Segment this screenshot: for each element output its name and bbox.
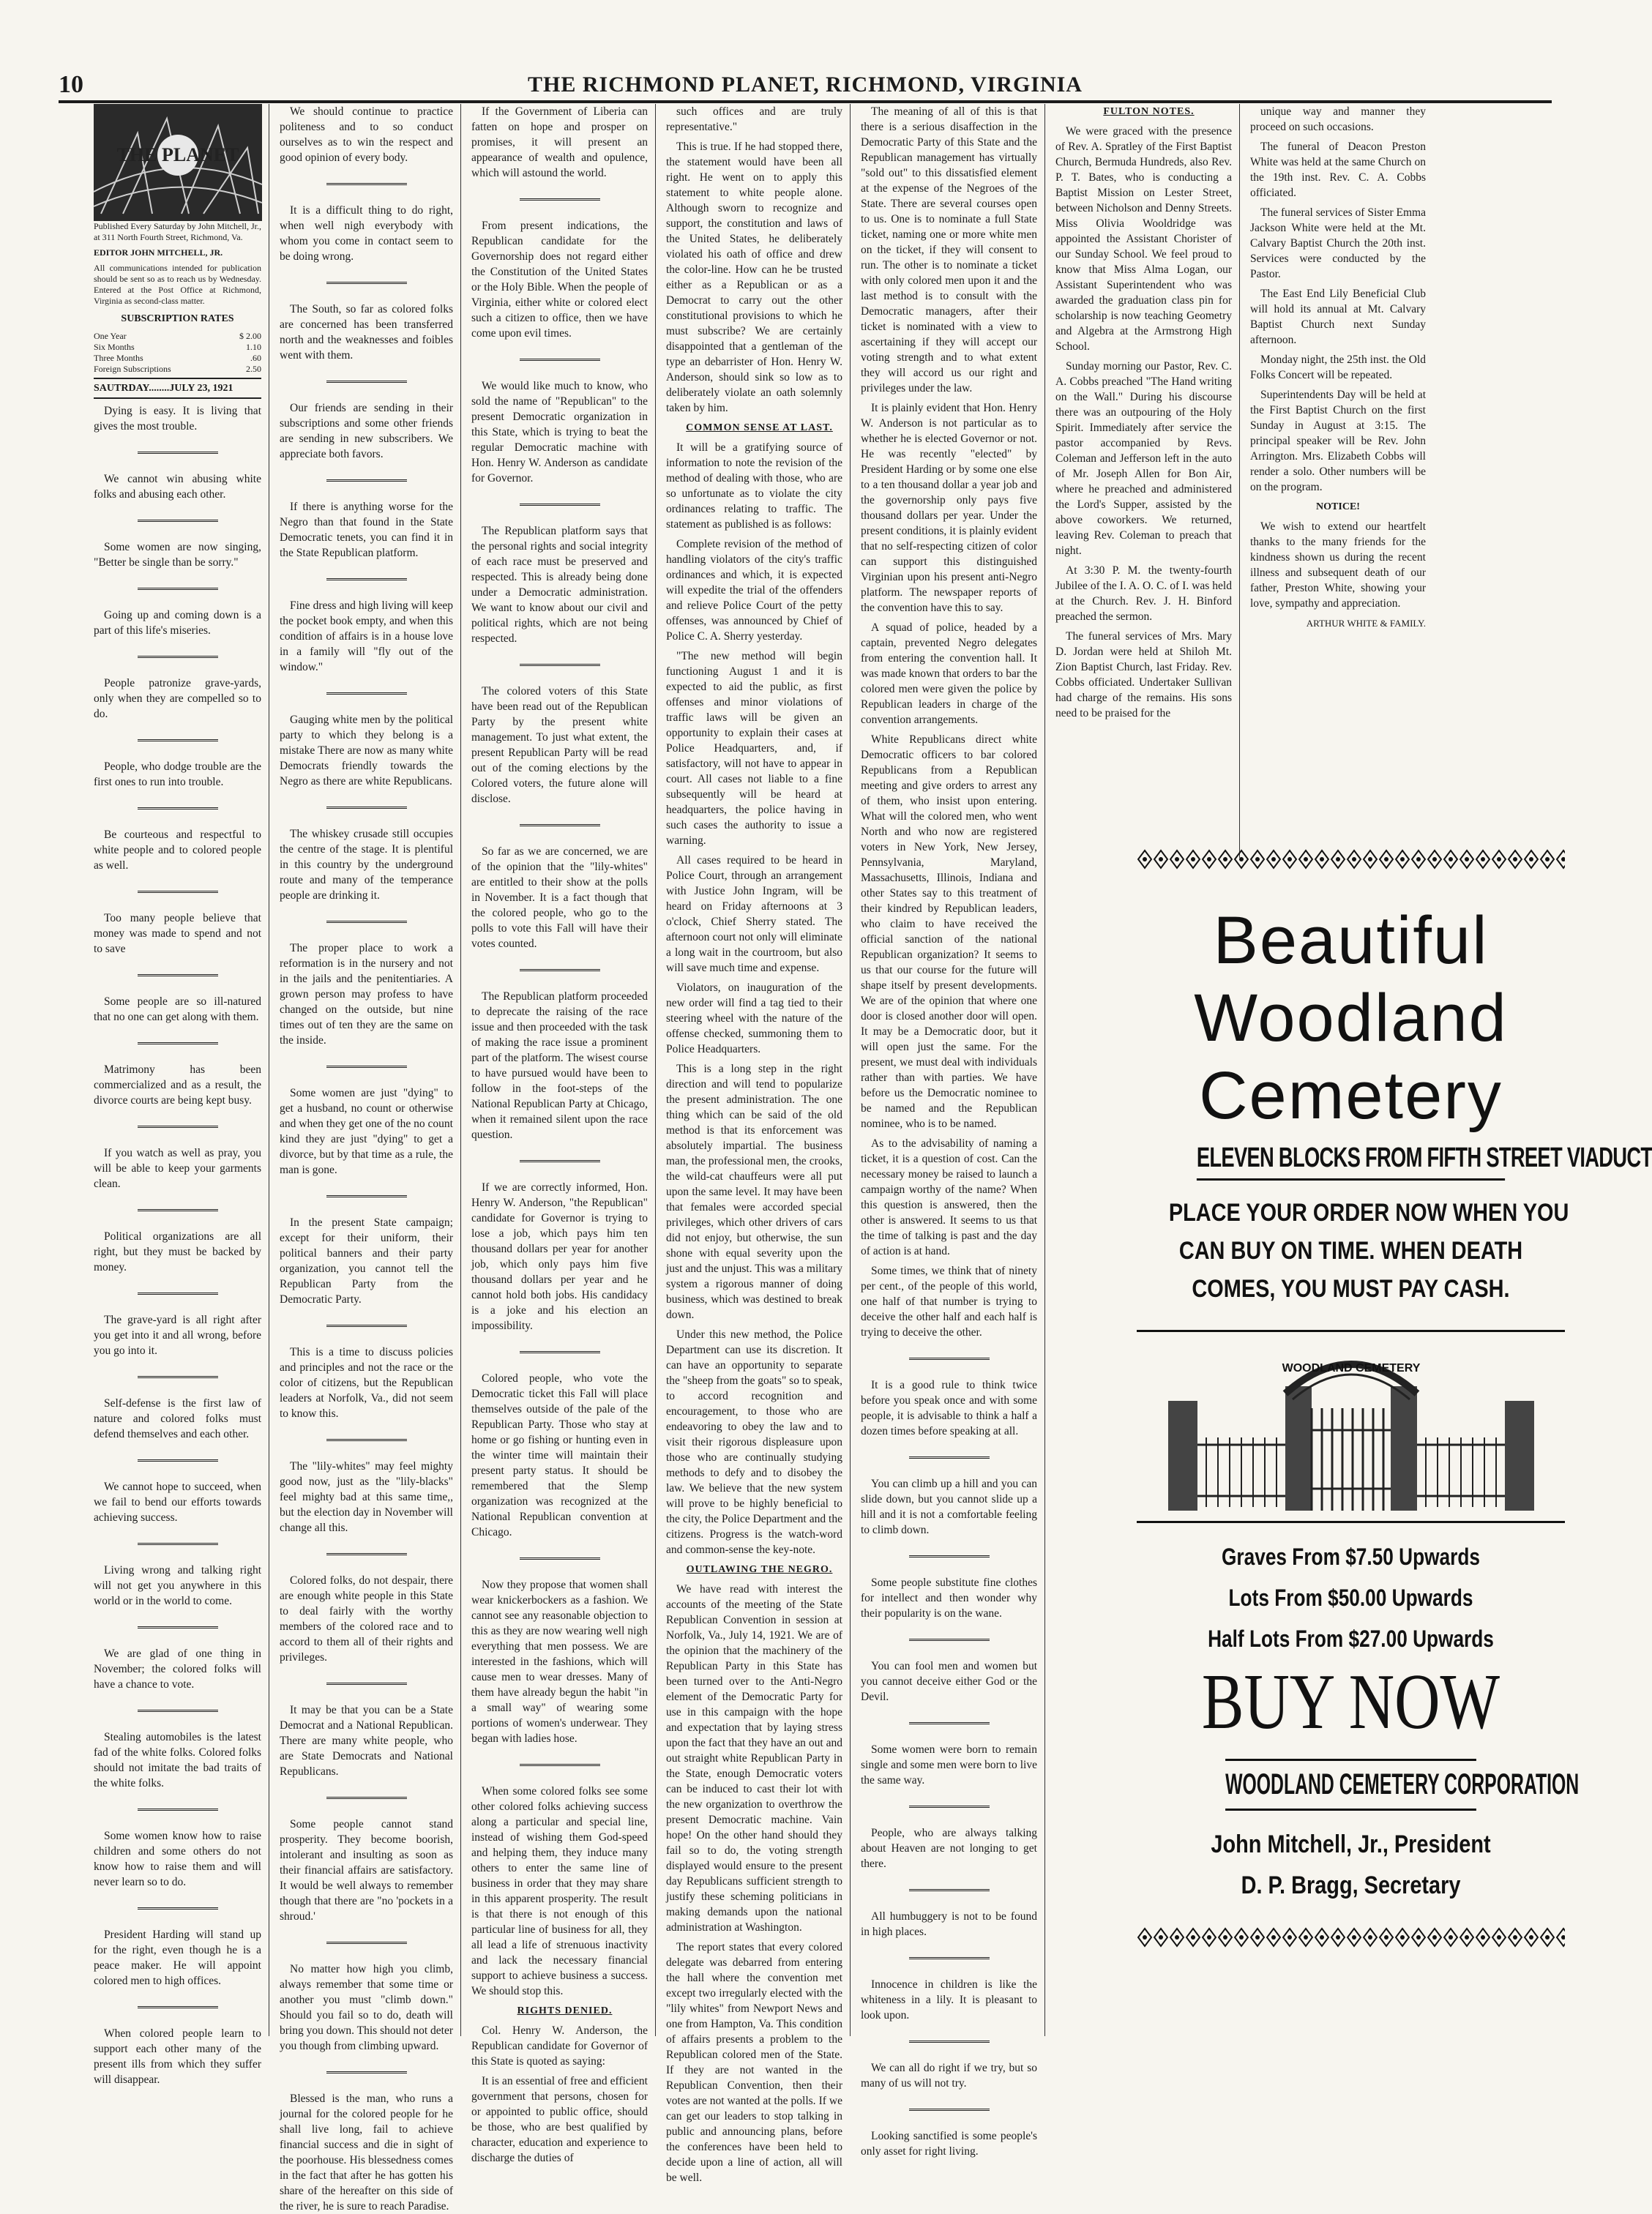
column-rule — [326, 1066, 407, 1068]
column-rule — [138, 1293, 218, 1295]
paragraph: Some women are now singing, "Better be single than be sorry." — [94, 541, 261, 569]
paragraph: So far as we are concerned, we are of the opinion that the "lily-whites" are entitled to their show at the polls in November. It is a fact though that the colored people, who go to the polls to vote this Fall will have their votes counted. — [471, 845, 648, 950]
paragraph: President Harding will stand up for the right, even though he is a peace maker. He will appoint colored men to high offices. — [94, 1929, 261, 1987]
rate-row — [94, 364, 261, 375]
column-1 — [86, 104, 269, 2086]
ad-president: John Mitchell, Jr., President — [1211, 1830, 1491, 1858]
column-rule — [138, 520, 218, 522]
paragraph: Some people substitute fine clothes for intellect and then wonder why their popularity is on the wane. — [861, 1577, 1037, 1620]
woodland-cemetery-ad — [1137, 889, 1652, 1965]
column-rule — [909, 2041, 990, 2043]
paragraph: Self-defense is the first law of nature and colored folks must defend themselves and each other. — [94, 1397, 261, 1440]
paragraph: The proper place to work a reformation is in the nursery and not in the jails and the penitentiaries. A grown person may profess to have changed on the outside, but nine times out of ten they are the same on the inside. — [280, 942, 453, 1047]
column-rule — [138, 891, 218, 893]
column-rule — [326, 1683, 407, 1685]
column-rule — [326, 1553, 407, 1555]
paragraph: As to the advisability of naming a ticket, it is a question of cost. Can the necessary money be raised to launch a campaign worthy of the name? When this question is answered, then the other is answered. It seems to us that the time of talking is past and the day of action is at hand. — [861, 1137, 1037, 1257]
paragraph: It may be that you can be a State Democrat and a National Republican. There are many white people, who are State Democrats and National Republicans. — [280, 1704, 453, 1778]
rate-value: .60 — [250, 353, 261, 363]
paragraph: Living wrong and talking right will not get you anywhere in this world or in the world to come. — [94, 1564, 261, 1607]
column-rule — [326, 479, 407, 482]
paragraph: It is an essential of free and efficient government that persons, chosen for or appointed to public office, should be those, who are best qualified by character, education and experience to discharge the duties of — [471, 2075, 648, 2164]
column-7 — [1243, 104, 1433, 858]
paragraph: We have read with interest the accounts of the meeting of the State Republican Convention in session at Norfolk, Va., July 14, 1921. We are of the opinion that the machinery of the Republican Party in this State has been turned over to the Anti-Negro element of the Democratic Party for use in this campaign with the hope and expectation that by laying stress upon the fact that they have an out and out straight white Republican Party in the State, enough Democratic voters can be induced to cast their lot with the new organization to overthrow the present Democratic machine. Vain hope! On the other hand should they fail so to do, the voting strength displayed would ensure to the present day Republicans sufficient strength to justify these scheming politicians in making demands upon the national administration at Washington. — [666, 1583, 842, 1934]
paragraph: The funeral services of Sister Emma Jackson White were held at the Mt. Calvary Baptist Church the 20th inst. Services were conducted by the Pastor. — [1250, 206, 1426, 280]
fulton-notes-head: FULTON NOTES. — [1103, 106, 1195, 117]
subscription-rates — [94, 331, 261, 375]
column-rule — [138, 588, 218, 590]
planet-logo — [94, 104, 261, 221]
paragraph: Innocence in children is like the whiteness in a lily. It is pleasant to look upon. — [861, 1978, 1037, 2022]
paragraph: From present indications, the Republican candidate for the Governorship does not regard either the Constitution of the United States or the Holy Bible. When the people of Virginia, either white or colored elect such a citizen to office, then we have come upon evil times. — [471, 220, 648, 340]
column-rule — [138, 807, 218, 809]
column-rule — [138, 1126, 218, 1128]
paragraph: We were graced with the presence of Rev. A. Spratley of the First Baptist Church, Bermuda Hundreds, also Rev. P. T. Bates, who is conducting a Baptist Mission on Lester Street, between Nicholson and Denny Streets. Miss Olivia Wooldridge was appointed the Assistant Chorister of our Sunday School. We feel proud to know that Miss Alma Logan, our Assistant Superintendent who was awarded the graduation class pin for scholarship is now teaching Geometry and Algebra at the Armstrong High School. — [1055, 125, 1232, 353]
paragraph: Be courteous and respectful to white people and to colored people as well. — [94, 829, 261, 872]
paragraph: In the present State campaign; except for their uniform, their political banners and their party organization, you cannot tell the Republican Party from the Democratic Party. — [280, 1216, 453, 1306]
column-rule — [326, 381, 407, 383]
ad-buy-now: BUY NOW — [1201, 1658, 1500, 1746]
column-rule — [326, 183, 407, 185]
notice-text: We wish to extend our heartfelt thanks to the many friends for the kindness shown us during the recent illness and subsequent death of our father, Preston White, showing your love, sympathy and appreciation. — [1250, 520, 1426, 610]
paragraph: The meaning of all of this is that there is a serious disaffection in the Democratic Party of this State and the Republican management has virtually "sold out" to this dissatisfied element at the expense of the Negroes of the State. There are several courses open to us. One is to nominate a full State ticket, naming one or more white men on the ticket, if they will consent to run. The other is to nominate a ticket with only colored men upon it and the last method is to consult with the Democratic managers, after their ticket is nominated with a view to ascertaining if they will accept our voting strength and to what extent they will accord us our right and privileges under the law. — [861, 105, 1037, 394]
column-2-items — [280, 104, 453, 2214]
paragraph: The funeral services of Mrs. Mary D. Jordan were held at Shiloh Mt. Zion Baptist Church, last Friday. Rev. Cobbs officiated. Undertaker Sullivan had charge of the remains. His sons need to be praised for the — [1055, 630, 1232, 719]
column-rule — [138, 739, 218, 741]
ad-divider-2 — [1137, 1521, 1565, 1523]
paragraph: Our friends are sending in their subscriptions and some other friends are sending in new subscribers. We appreciate both favors. — [280, 402, 453, 460]
planet-logo-icon — [94, 104, 262, 221]
paragraph: The grave-yard is all right after you get into it and all wrong, before you go into it. — [94, 1314, 261, 1357]
column-rule — [326, 1325, 407, 1327]
paragraph: White Republicans direct white Democratic officers to bar colored Republicans from a Republican meeting and give orders to arrest any of them, who insist upon entering. What will the colored men, who went North and who now are registered voters in New York, New Jersey, Pennsylvania, Maryland, Massachusetts, Illinois, Indiana and other States say to this treatment of their kindred by Republican leaders, who claim to have received the official sanction of the national Republican organization? It seems to us that our course for the future will shape itself by present developments. We are of the opinion that where one door is closed another door will open. It may be a Democratic door, but it will open just the same. For the present, we must deal with individuals rather than with parties. We have before us the Democratic nominee to be named and the Republican nominee, who is to be named. — [861, 733, 1037, 1130]
ad-price-lots: Lots From $50.00 Upwards — [1228, 1585, 1473, 1611]
paragraph: such offices and are truly representative." — [666, 105, 842, 133]
page-number: 10 — [59, 71, 83, 98]
paragraph: If we are correctly informed, Hon. Henry W. Anderson, "the Republican" candidate for Governor is trying to lose a job, which pays him ten thousand dollars per year for another job, which only pays him five thousand dollars per year and he cannot hold both jobs. His candidacy is a joke and his election an impossibility. — [471, 1181, 648, 1332]
column-rule — [326, 1439, 407, 1441]
paragraph: Too many people believe that money was made to spend and not to save — [94, 912, 261, 955]
paragraph: When colored people learn to support each other many of the present ills from which they suffer will disappear. — [94, 2027, 261, 2086]
column-rule — [520, 1764, 600, 1766]
paragraph: Now they propose that women shall wear knickerbockers as a fashion. We cannot see any reasonable objection to this as they are now wearing well nigh everything that men possess. We are interested in the fashions, which will cause men to wear dresses. Many of them have already begun the habit "in a small way" of wearing some portions of women's underwear. They began with ladies hose. — [471, 1579, 648, 1745]
column-rule — [138, 1042, 218, 1044]
column-5-items-2 — [861, 1263, 1037, 2159]
rate-value: 1.10 — [246, 342, 261, 352]
communications-note: All communications intended for publication should be sent so as to reach us by Wednesday. Entered at the Post Office at Richmond, Virginia as second-class matter. — [94, 263, 261, 306]
column-rule — [520, 664, 600, 666]
fulton-notes-body — [1055, 124, 1232, 721]
paragraph: Some women were born to remain single and some men were born to live the same way. — [861, 1743, 1037, 1787]
paragraph: Going up and coming down is a part of this life's miseries. — [94, 609, 261, 637]
column-3 — [464, 104, 656, 2164]
paragraph: Political organizations are all right, but they must be backed by money. — [94, 1230, 261, 1274]
column-rule — [520, 359, 600, 361]
paragraph: Sunday morning our Pastor, Rev. C. A. Cobbs preached "The Hand writing on the Wall." During his discourse there was an outpouring of the Holy Spirit. Immediately after service the pastor accompanied by Revs. Coleman and Jefferson left in the auto of Mr. Joseph Allen for Bon Air, where he preached and administered the Lord's Supper, assisted by the above coworkers. We returned, leaving Rev. Coleman to preach that night. — [1055, 360, 1232, 557]
notice-signature: ARTHUR WHITE & FAMILY. — [1306, 618, 1426, 629]
paragraph: Some times, we think that of ninety per cent., of the people of this world, one half of that number is trying to deceive the other half and each half is trying to deceive the other. — [861, 1265, 1037, 1339]
column-rule — [138, 1459, 218, 1462]
column-rule — [909, 1639, 990, 1641]
paragraph: It will be a gratifying source of information to note the revision of the method of dealing with those, who are so unfortunate as to violate the city ordinances relating to traffic. The statement as published is as follows: — [666, 441, 842, 531]
paragraph: Gauging white men by the political party to which they belong is a mistake There are now as many white Democrats friendly towards the Negro as there are white Republicans. — [280, 714, 453, 788]
column-rule — [138, 1907, 218, 1910]
ad-price-graves: Graves From $7.50 Upwards — [1222, 1544, 1480, 1570]
paragraph: Violators, on inauguration of the new order will find a tag tied to their steering wheel with the nature of the offense checked, summoning them to Police Headquarters. — [666, 981, 842, 1055]
rate-row — [94, 342, 261, 353]
rate-row — [94, 331, 261, 342]
notice-head: NOTICE! — [1316, 501, 1360, 512]
paragraph: unique way and manner they proceed on such occasions. — [1250, 105, 1426, 133]
subscription-head: SUBSCRIPTION RATES — [121, 313, 234, 324]
rate-label: One Year — [94, 331, 127, 341]
paragraph: Matrimony has been commercialized and as a result, the divorce courts are being kept busy. — [94, 1063, 261, 1107]
paragraph: A squad of police, headed by a captain, prevented Negro delegates from entering the convention hall. It was made known that orders to bar the colored men were given the police by Republican leaders in charge of the convention arrangements. — [861, 621, 1037, 726]
ad-line-1: PLACE YOUR ORDER NOW WHEN YOU — [1168, 1199, 1569, 1227]
paragraph: Monday night, the 25th inst. the Old Folks Concert will be repeated. — [1250, 354, 1426, 381]
rate-value: $ 2.00 — [239, 331, 261, 341]
column-rule — [326, 1942, 407, 1944]
paragraph: If there is anything worse for the Negro than that found in the State Democratic tenets, you can find it in the State Republican platform. — [280, 501, 453, 559]
paragraph: People patronize grave-yards, only when they are compelled so to do. — [94, 677, 261, 720]
gate-sign-text: WOODLAND CEMETERY — [1282, 1362, 1420, 1375]
paragraph: The funeral of Deacon Preston White was held at the same Church on the 19th inst. Rev. C. A. Cobbs officiated. — [1250, 141, 1426, 199]
paragraph: We can all do right if we try, but so many of us will not try. — [861, 2062, 1037, 2090]
paragraph: The South, so far as colored folks are concerned has been transferred north and the weaknesses and foibles went with them. — [280, 303, 453, 362]
column-7-items — [1250, 104, 1426, 495]
column-rule — [520, 1557, 600, 1560]
paragraph: Colored people, who vote the Democratic ticket this Fall will place themselves outside of the pale of the Republican Party. Those who stay at home or go fishing or hunting even in the winter time will maintain their present party status. It should be remembered that the Slemp organization was recognized at the National Republican convention at Chicago. — [471, 1372, 648, 1538]
column-4-items — [666, 104, 842, 416]
column-rule — [520, 1160, 600, 1162]
rate-row — [94, 353, 261, 364]
dateline: SAUTRDAY........JULY 23, 1921 — [94, 378, 261, 399]
common-sense-head: COMMON SENSE AT LAST. — [686, 422, 833, 433]
column-rule — [138, 1376, 218, 1378]
paragraph: The Republican platform proceeded to deprecate the raising of the race issue and then proceeded with the task of making the race issue a prominent part of the platform. The wisest course to have pursued would have been to follow in the foot-steps of the National Republican Party at Chicago, when it remained silent upon the race question. — [471, 990, 648, 1141]
column-6 — [1048, 104, 1240, 858]
ad-divider — [1137, 1330, 1565, 1332]
paragraph: The East End Lily Beneficial Club will hold its annual at Mt. Calvary Baptist Church next Sunday afternoon. — [1250, 288, 1426, 346]
outlawing-body — [666, 1582, 842, 2185]
rate-label: Six Months — [94, 342, 135, 352]
ad-title-1: Beautiful — [1213, 903, 1489, 978]
column-rule — [909, 1957, 990, 1959]
column-1-items — [94, 403, 261, 2087]
ad-corporation: WOODLAND CEMETERY CORPORATION — [1225, 1759, 1476, 1811]
rate-label: Foreign Subscriptions — [94, 364, 171, 374]
ad-title-2: Woodland — [1194, 981, 1508, 1055]
column-rule — [909, 1889, 990, 1891]
publisher-info: Published Every Saturday by John Mitchell, Jr., at 311 North Fourth Street, Richmond, Va. — [94, 221, 261, 242]
editor-line: EDITOR JOHN MITCHELL, JR. — [94, 247, 223, 258]
column-rule — [326, 807, 407, 809]
paragraph: Col. Henry W. Anderson, the Republican candidate for Governor of this State is quoted as saying: — [471, 2024, 648, 2068]
column-rule — [909, 2109, 990, 2111]
paragraph: Blessed is the man, who runs a journal for the colored people for he shall live long, fail to achieve financial success and die in sight of the poorhouse. His blessedness comes in the fact that after he has gotten his share of the hereafter on this side of the river, he is sure to reach Paradise. — [280, 2093, 453, 2213]
paragraph: Under this new method, the Police Department can use its discretion. It can have an opportunity to separate the "sheep from the goats" so to speak, to accord recognition and encouragement, to those who are endeavoring to obey the law and to visit their rigorous displeasure upon those who are continually studying methods to defy and to disobey the law. We believe that the new system will prove to be highly beneficial to the city, the Police Department and the citizens. Progress is the watch-word and common-sense the key-note. — [666, 1328, 842, 1556]
column-rule — [138, 1710, 218, 1712]
paragraph: We are glad of one thing in November; the colored folks will have a chance to vote. — [94, 1648, 261, 1691]
paragraph: The "lily-whites" may feel mighty good now, just as the "lily-blacks" feel mighty bad at this same time,, but the election day in November will change all this. — [280, 1460, 453, 1534]
paragraph: We cannot win abusing white folks and abusing each other. — [94, 473, 261, 501]
paragraph: We cannot hope to succeed, when we fail to bend our efforts towards achieving success. — [94, 1481, 261, 1524]
column-rule — [520, 1351, 600, 1353]
column-rule — [326, 1195, 407, 1197]
paragraph: All cases required to be heard in Police Court, through an arrangement with Justice John Ingram, will be heard on Friday afternoons at 3 o'clock, Chief Sherry stated. The afternoon court not only will eliminate a long wait in the courtroom, but also will save much time and expense. — [666, 854, 842, 974]
column-rule — [326, 2071, 407, 2073]
paragraph: The colored voters of this State have been read out of the Republican Party by the present white management. To just what extent, the present Republican Party will be read out of the coming elections by the Colored voters, the future alone will disclose. — [471, 685, 648, 805]
paragraph: People, who are always talking about Heaven are not longing to get there. — [861, 1827, 1037, 1870]
cemetery-gate-icon — [1146, 1342, 1556, 1511]
outlawing-head: OUTLAWING THE NEGRO. — [686, 1564, 833, 1575]
paragraph: Complete revision of the method of handling violators of the city's traffic ordinances and which, it is expected will expedite the trial of the offenders and relieve Police Court of the petty offenses, was announced by Chief of Police C. A. Sherry yesterday. — [666, 538, 842, 643]
paragraph: The report states that every colored delegate was debarred from entering the hall where the convention met except two irregularly elected with the "lily whites" from Newport News and one from Hampton, Va. This condition of affairs presents a problem to the Republican colored men of the State. If they are not wanted in the Republican Convention, then their votes are not wanted at the polls. If we can get our leaders to stop talking in public and announcing plans, before the conferences have been held to decide upon a line of action, all will be well. — [666, 1941, 842, 2184]
paragraph: No matter how high you climb, always remember that some time or another you must "climb down." Should you fail so to do, death will bring you down. This should not deter you though from climbing upward. — [280, 1963, 453, 2052]
ad-line-3: COMES, YOU MUST PAY CASH. — [1192, 1275, 1510, 1303]
paragraph: This is true. If he had stopped there, the statement would have been all right. He went on to apply this statement to white people alone. Although sworn to recognize and support, the constitution and laws of the United States, he deliberately violated his oath of office and drew the color-line. How can he be trusted either as a Republican or as a Democrat to carry out the other constitutional provisions to which he must subscribe? We are certainly disappointed that a gentleman of the type an debarrister of Hon. Henry W. Anderson, should sink so low as to deliberately violate an oath solemnly taken by him. — [666, 141, 842, 414]
column-3-items — [471, 104, 648, 1999]
column-2 — [272, 104, 461, 2213]
paragraph: If you watch as well as pray, you will be able to keep your garments clean. — [94, 1147, 261, 1190]
paragraph: Stealing automobiles is the latest fad of the white folks. Colored folks should not imitate the bad traits of the white folks. — [94, 1731, 261, 1789]
ad-price-half-lots: Half Lots From $27.00 Upwards — [1208, 1626, 1494, 1652]
column-rule — [909, 1806, 990, 1808]
paragraph: You can climb up a hill and you can slide down, but you cannot slide up a hill and it is not a comfortable feeling to climb down. — [861, 1478, 1037, 1536]
paragraph: Dying is easy. It is living that gives the most trouble. — [94, 405, 261, 433]
ornamental-border-top — [1137, 849, 1565, 867]
column-rule — [909, 1358, 990, 1360]
column-rule — [138, 452, 218, 454]
paragraph: If the Government of Liberia can fatten on hope and prosper on promises, it will present an appearance of wealth and opulence, which will astound the world. — [471, 105, 648, 179]
column-rule — [326, 921, 407, 923]
paragraph: All humbuggery is not to be found in high places. — [861, 1910, 1037, 1938]
paragraph: It is a good rule to think twice before you speak once and with some people, it is advisable to think a half a dozen times before speaking at all. — [861, 1379, 1037, 1437]
column-rule — [520, 198, 600, 201]
column-rule — [326, 692, 407, 695]
column-rule — [138, 1543, 218, 1545]
paragraph: The whiskey crusade still occupies the centre of the stage. It is plentiful in this country by the underground route and many of the temperance people are drinking it. — [280, 828, 453, 902]
paragraph: Colored folks, do not despair, there are enough white people in this State to deal fairly with the worthy members of the colored race and to accord to them all of their rights and privileges. — [280, 1574, 453, 1664]
column-rule — [138, 2006, 218, 2008]
column-5-items — [861, 104, 1037, 1259]
newspaper-title: THE RICHMOND PLANET, RICHMOND, VIRGINIA — [528, 72, 1083, 97]
paragraph: Some women are just "dying" to get a husband, no count or otherwise and when they get one of the no count kind they are just "dying" to get a divorce, but by that time as a rule, the man is gone. — [280, 1087, 453, 1176]
paragraph: It is plainly evident that Hon. Henry W. Anderson is not particular as to whether he is elected Governor or not. He was recently "elected" by President Harding or by some one else to a ten thousand dollar a year job and the governorship only pays five thousand dollars per year. Under the present conditions, it is plainly evident that no self-respecting citizen of color can support this distinguished Virginian upon his present anti-Negro platform. The newspaper reports of the convention have this to say. — [861, 402, 1037, 614]
column-rule — [520, 969, 600, 971]
rate-label: Three Months — [94, 353, 143, 363]
column-rule — [326, 1797, 407, 1799]
paragraph: Some people cannot stand prosperity. They become boorish, intolerant and insulting as soon as their financial affairs are satisfactory. It would be well always to remember though that there are "no 'pockets in a shroud.' — [280, 1818, 453, 1923]
paragraph: "The new method will begin functioning August 1 and it is expected to aid the public, as first offenses and minor violations of traffic laws will be given an opportunity to explain their cases at Police Headquarters, and, if satisfactory, will not have to appear in court. All cases not liable to a fine subsequently will be heard at headquarters, the police having in such cases the authority to issue a warning. — [666, 650, 842, 847]
rate-value: 2.50 — [246, 364, 261, 374]
column-rule — [520, 504, 600, 506]
paragraph: This is a time to discuss policies and principles and not the race or the color of citizens, but the Republican leaders at Norfolk, Va., did not seem to know this. — [280, 1346, 453, 1420]
column-5 — [853, 104, 1045, 2158]
paragraph: Fine dress and high living will keep the pocket book empty, and when this condition of affairs is in a house love in a family will "fly out of the window." — [280, 599, 453, 673]
rights-denied-head: RIGHTS DENIED. — [517, 2005, 613, 2016]
paragraph: This is a long step in the right direction and will tend to popularize the present administration. The one thing which can be said of the old method is that its enforcement was absolutely impartial. The business man, the professional men, the crooks, the wild-cat chauffeurs were all put upon the same level. It may have been that females were accorded special privileges, which other drivers of cars did not enjoy, but otherwise, the sun shone with equal severity upon the just and the unjust. This was a military system a rigorous manner of doing business, which was destined to break down. — [666, 1063, 842, 1321]
ad-line-2: CAN BUY ON TIME. WHEN DEATH — [1178, 1237, 1523, 1265]
column-rule — [138, 1809, 218, 1811]
ad-title-3: Cemetery — [1199, 1058, 1503, 1133]
paragraph: We would like much to know, who sold the name of "Republican" to the present Democratic organization in this State, which is trying to beat the regular Democratic machine with Hon. Henry W. Anderson as candidate for Governor. — [471, 380, 648, 485]
column-rule — [909, 1456, 990, 1459]
paragraph: When some colored folks see some other colored folks achieving success along a particular and special line, instead of wishing them God-speed and helping them, they induce many others to enter the same line of business in order that they may share in this apparent prosperity. The result is that there is not enough of this particular line of business for all, they all lead a life of strenuous inactivity and lack the necessary financial support to achieve business a success. We should stop this. — [471, 1785, 648, 1997]
ornamental-border-bottom — [1137, 1927, 1565, 1945]
column-rule — [326, 282, 407, 284]
column-rule — [138, 656, 218, 658]
ad-secretary: D. P. Bragg, Secretary — [1241, 1871, 1461, 1899]
column-4 — [659, 104, 851, 2184]
paragraph: People, who dodge trouble are the first ones to run into trouble. — [94, 760, 261, 788]
rights-denied-body — [471, 2023, 648, 2166]
paragraph: Looking sanctified is some people's only asset for right living. — [861, 2130, 1037, 2158]
column-rule — [138, 1626, 218, 1628]
column-rule — [909, 1722, 990, 1724]
paragraph: Some women know how to raise children and some others do not know how to raise them and will never learn so to do. — [94, 1830, 261, 1888]
logo-text: THE PLANET — [116, 144, 239, 165]
paragraph: You can fool men and women but you cannot deceive either God or the Devil. — [861, 1660, 1037, 1703]
column-rule — [909, 1555, 990, 1557]
paragraph: The Republican platform says that the personal rights and social integrity of each race must be preserved and respected. This is already being done under a Democratic administration. We want to know about our civil and political rights, which are not being respected. — [471, 525, 648, 645]
column-rule — [520, 824, 600, 826]
column-rule — [138, 1209, 218, 1211]
paragraph: It is a difficult thing to do right, when well nigh everybody with whom you come in contact seem to be doing wrong. — [280, 204, 453, 263]
ad-subtitle: ELEVEN BLOCKS FROM FIFTH STREET VIADUCT — [1197, 1142, 1505, 1181]
paragraph: We should continue to practice politeness and to so conduct ourselves as to win the respect and good opinion of every body. — [280, 105, 453, 164]
masthead — [59, 70, 1552, 103]
paragraph: Superintendents Day will be held at the First Baptist Church on the first Sunday in August at 3:15. The principal speaker will be Rev. John Arrington. Mrs. Elizabeth Cobbs will render a solo. Other numbers will be on the program. — [1250, 389, 1426, 493]
column-rule — [138, 974, 218, 976]
column-rule — [326, 578, 407, 580]
paragraph: Some people are so ill-natured that no one can get along with them. — [94, 995, 261, 1023]
paragraph: At 3:30 P. M. the twenty-fourth Jubilee of the I. A. O. C. of I. was held at the Church. Rev. J. H. Binford preached the sermon. — [1055, 564, 1232, 623]
common-sense-body — [666, 440, 842, 1557]
